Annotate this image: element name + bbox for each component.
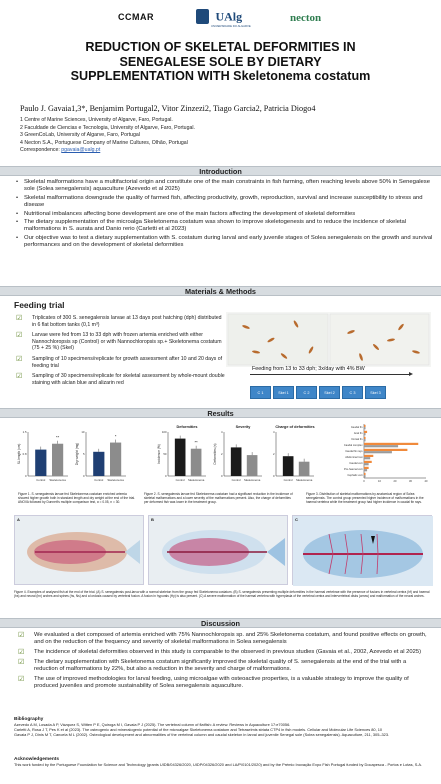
chart-tick-label: 0 — [363, 480, 365, 483]
methods-item — [16, 332, 226, 352]
chart-bar — [364, 467, 369, 469]
chart-category-label: Caudal fin — [350, 426, 363, 429]
chart-category-label: Skeletonema — [295, 478, 313, 482]
chart-category-label: Caudal vert — [349, 462, 363, 465]
tank: Skel 2 — [319, 386, 340, 399]
title-line-3 — [10, 69, 431, 84]
author-list: Paulo J. Gavaia1,3*, Benjamim Portugal2, Vitor Zinzezi2, Tiago Garcia2, Patricia Diogo4 — [20, 104, 316, 113]
chart-bar — [364, 449, 407, 451]
chart-tick-label: 0 — [220, 474, 223, 478]
discussion-point — [18, 649, 428, 656]
intro-point: • Nutritional imbalances affecting bone development are one of the main factors affecting the development of skeletal deformities — [16, 211, 434, 218]
methods-item — [16, 315, 226, 328]
check-icon: ☑ — [18, 648, 25, 656]
tank: C 2 — [296, 386, 317, 399]
affiliation-4: 4 Necton S.A., Portuguese Company of Marine Cultures, Olhão, Portugal — [20, 139, 188, 146]
methods-item — [16, 356, 226, 369]
panel-label: B — [151, 517, 154, 522]
check-icon: ☑ — [18, 632, 25, 639]
tank: Skel 3 — [365, 386, 386, 399]
chart-category-label: Skeletonema — [243, 478, 261, 482]
chart-bar — [364, 461, 372, 463]
chart-category-label: Control — [283, 478, 293, 482]
chart-ylabel: SL length (cm) — [17, 443, 21, 465]
section-header-results: Results — [0, 408, 441, 418]
check-icon: ☑ — [16, 355, 23, 363]
discussion-text: The dietary supplementation with Skeletonema costatum significantly improved the skeletal quality of S. senegalensis at the end of the trial with a reduction of malformations by 22%, but also a reduction in the severity and charge of malformations. — [34, 658, 407, 672]
intro-point: • Skeletal malformations have a multifactorial origin and constitute one of the main constraints in fish farming, often reaching levels above 50% in Senegalese sole (Solea senegalensis) aquaculture (Azevedo et al 2025) — [16, 179, 434, 194]
check-icon: ☑ — [18, 675, 25, 683]
chart-bar — [52, 444, 63, 476]
chart-bar — [364, 451, 392, 453]
chart-bar — [364, 437, 366, 439]
title-line-1: REDUCTION OF SKELETAL DEFORMITIES IN — [85, 40, 356, 54]
ualg-mark-icon — [196, 9, 209, 24]
chart-bar — [231, 447, 242, 476]
chart-category-label: Skeletonema — [107, 478, 124, 482]
discussion-text: The incidence of skeletal deformities observed in this study is comparable to the observed in previous studies (Gavaia et al., 2002, Azevedo et al 2025) — [34, 648, 421, 655]
chart-bar — [364, 439, 366, 441]
fish-skeleton-image — [15, 516, 145, 586]
fish-panel-a — [14, 515, 144, 585]
chart-bar — [93, 452, 104, 476]
methods-text: Sampling of 30 specimens/replicate for skeletal assessment by whole-mount double staining with alcian blue and alizarin red — [32, 373, 225, 386]
chart-tick-label: 100 — [161, 430, 167, 434]
acknowledgements-heading: Acknowledgements — [14, 757, 60, 762]
figure-2-caption: Figure 2. S. senegalensis larvae fed Skeletonema costatum had a significant reduction in the incidence of skeletal malformations and a lower severity of the malformations present. Also, the charge of deformities per deformed fish was lower in the treatment group. — [144, 492, 293, 505]
chart-bar — [299, 462, 310, 476]
chart-bar — [364, 433, 366, 435]
chart-bar — [110, 443, 121, 476]
acknowledgements-text: This work funded by the Portuguese Foundation for Science and Technology (grants UIDB/04326/2020, UIDP/04326/2020 and LA/P/0101/2020) and by the Prémio Inovação Expo Fish Portugal funded by Docapesca - Portos e Lotas, S.A. — [14, 761, 423, 767]
chart-bar — [364, 473, 366, 475]
chart-tick-label: 5 — [82, 452, 85, 456]
chart-bar — [35, 450, 46, 476]
chart-bar — [283, 456, 294, 476]
chart-tick-label: 30 — [409, 480, 412, 483]
chart-ylabel: Dry weight (mg) — [75, 442, 79, 466]
ualg-logo — [196, 8, 251, 28]
discussion-point — [18, 659, 428, 673]
chart-bar — [364, 457, 370, 459]
affiliation-3: 3 GreenCoLab, University of Algarve, Faro, Portugal — [20, 132, 140, 139]
chart-tick-label: 1.5 — [22, 430, 27, 434]
fish-skeleton-image — [149, 516, 289, 586]
chart-category-label: Anal fin — [353, 432, 363, 435]
check-icon: ☑ — [16, 332, 23, 340]
timeline-label: Feeding from 13 to 33 dph; 3x/day with 4% BW — [252, 366, 365, 372]
chart-tick-label: 0 — [24, 474, 27, 478]
bibliography-heading: Bibliography — [14, 717, 44, 722]
title-line-2: SENEGALESE SOLE BY DIETARY — [119, 54, 322, 69]
ualg-subtitle: UNIVERSIDADE DO ALGARVE — [211, 24, 251, 28]
discussion-list — [18, 632, 428, 692]
panel-label: A — [17, 517, 20, 522]
discussion-point — [18, 676, 428, 690]
affiliations — [20, 117, 195, 155]
chart-category-label: Skeletonema — [49, 478, 66, 482]
bibliography — [14, 717, 432, 738]
chart-category-label: Control — [94, 478, 104, 482]
chart-ylabel: Incidence (%) — [157, 444, 161, 464]
feeding-trial-heading: Feeding trial — [14, 300, 65, 310]
affiliation-1: 1 Centre of Marine Sciences, University of Algarve, Faro, Portugal. — [20, 117, 173, 123]
feeding-timeline — [222, 366, 437, 406]
title-line-3b: Skeletonema costatum — [233, 69, 371, 83]
check-icon: ☑ — [16, 373, 23, 381]
check-icon: ☑ — [16, 315, 23, 322]
correspondence — [20, 147, 195, 155]
chart-tick-label: 0.8 — [22, 452, 27, 456]
panel-label: C — [295, 517, 298, 522]
figure-3-caption: Figure 3. Distribution of skeletal malformations by anatomical region of Solea senegalensis. The control group presented higher incidence of malformations in the haemal vertebra while the treatment group had higher incidence in caudal fin rays. — [306, 492, 424, 505]
chart-bar — [364, 469, 367, 471]
ccmar-logo: CCMAR — [118, 12, 154, 22]
fish-panel-c — [292, 515, 432, 585]
intro-point: • The dietary supplementation of the microalga Skeletonema costatum was shown to improve skeletogenesis and to reduce the incidence of skeletal malformations in S. aurata and Danio rerio (Carletti et al 2023) — [16, 219, 434, 234]
discussion-text: The use of improved methodologies for larval feeding, using microalgae with osteoactive properties, is a valuable strategy to improve the quality of produced juveniles and promote sustainability of Solea senegalensis aquaculture. — [34, 675, 409, 689]
chart-ylabel: Deformities (n) — [213, 443, 217, 465]
chart-tick-label: 40 — [424, 480, 428, 483]
chart-bar — [364, 475, 366, 477]
introduction-list — [16, 179, 434, 251]
tank: C 3 — [342, 386, 363, 399]
chart-tick-label: 0 — [272, 474, 275, 478]
chart-category-label: Caudal fin rays — [345, 450, 363, 453]
chart-title: Severity — [235, 425, 251, 429]
chart-significance: ** — [56, 434, 60, 440]
chart-bar — [364, 427, 366, 429]
chart-tick-label: 4 — [220, 430, 223, 434]
chart-bar — [364, 463, 369, 465]
chart-tick-label: 10 — [378, 480, 381, 483]
chart-bar — [364, 445, 398, 447]
ualg-text: UAlg — [215, 9, 243, 24]
chart-tick-label: 10 — [81, 430, 85, 434]
reference: Azevedo A M, Losada A P, Vázquez S, Witten P E, Quiroga M I, Gavaia P J (2025). The vertebral column of flatfish: A review. Reviews in Aquaculture 17:e70056. — [14, 721, 291, 727]
timeline-arrow-icon — [250, 374, 410, 375]
chart-category-label: Skeletonema — [187, 478, 205, 482]
tank: C 1 — [250, 386, 271, 399]
figure-1-caption: Figure 1. S. senegalensis larvae fed Skeletonema costatum enriched artemia showed higher growth both in standard length and dry weight at the end of the trial. ANOVA followed by Dunnett's multiple comparison test, α = 0.05, n = 30. — [18, 492, 135, 505]
logo-bar — [0, 6, 441, 32]
correspondence-label: Correspondence: — [20, 147, 62, 154]
section-header-introduction: Introduction — [0, 166, 441, 176]
intro-point: • Skeletal malformations downgrade the quality of farmed fish, affecting productivity, growth, reproduction, survival and increase susceptibility to stress and disease — [16, 195, 434, 210]
chart-bar — [364, 443, 418, 445]
figure-4-caption: Figure 4. Examples of analysed fish at the end of the trial. (A) S. senegalensis post-larva with a normal skeleton from the group fed Skeletonema costatum. (B) S. senegalensis presenting multiple deformities in the haemal vertebrae with the presence of fusions in vertebral centra (hf) and haemal (hs) and neural (hn) arches and spines (hs, Ns) and a lordosis caused by vertebral fusion. A fusion in hypurals (Hy) is also present. (C) A severe malformation of the haemal vertebra with hyperplasia of the vertebral centra and intervertebral disks (arrow) and malformation of the neural arches. — [14, 590, 430, 599]
title-line-3a: SUPPLEMENTATION WITH — [70, 69, 234, 83]
methods-text: Triplicates of 300 S. senegalensis larvae at 13 days post hatching (dph) distributed in 6 flat bottom tanks (0,1 m³) — [32, 315, 222, 328]
chart-tick-label: 2 — [220, 452, 223, 456]
chart-category-label: Pre-haemal vert — [344, 468, 363, 471]
chart-title: Charge of deformities — [275, 425, 315, 429]
chart-bar — [364, 425, 366, 427]
larvae-photo — [226, 312, 431, 367]
chart-category-label: Control — [175, 478, 185, 482]
poster-title — [10, 40, 431, 84]
affiliation-2: 2 Faculdade de Ciencias e Tecnologia, University of Algarve, Faro, Portugal. — [20, 124, 195, 131]
reference: Gavaia P J, Dinis M T, Cancela M L (2002). Osteological development and abnormalities of the vertebral column and caudal skeleton in larval and juvenile Senegal sole (Solea senegalensis). Aquaculture, 211, 305–323. — [14, 731, 390, 737]
chart-bar — [175, 439, 186, 476]
chart-tick-label: 2 — [272, 452, 275, 456]
fish-skeleton-image — [293, 516, 433, 586]
chart-bar — [191, 449, 202, 476]
methods-list — [16, 315, 226, 390]
necton-logo: necton — [290, 12, 322, 24]
chart-bar — [364, 455, 373, 457]
discussion-text: We evaluated a diet composed of artemia enriched with 75% Nannochloropsis sp. and 25% Skeletonema costatum, and found positive effects on growth, and on the reduction of the frequency and severity of skeletal malformations in Solea senegalensis — [34, 632, 427, 646]
tank: Skel 1 — [273, 386, 294, 399]
chart-tick-label: 50 — [163, 452, 167, 456]
check-icon: ☑ — [18, 658, 25, 666]
chart-category-label: Caudal complex — [343, 444, 363, 447]
fish-skeleton-panels — [14, 515, 432, 585]
results-charts — [14, 420, 432, 490]
correspondence-email-link[interactable]: pgavaia@ualg.pt — [61, 147, 101, 154]
methods-item — [16, 373, 226, 386]
acknowledgements — [14, 757, 432, 768]
intro-point: • Our objective was to test a dietary supplementation with S. costatum during larval and early juvenile stages of Solea senegalensis on the growth and survival performances and on the development of skeletal deformities — [16, 235, 434, 250]
chart-title: Deformities — [176, 425, 198, 429]
chart-significance: ** — [194, 439, 198, 445]
chart-category-label: Dorsal fin — [351, 438, 363, 441]
fish-panel-b — [148, 515, 288, 585]
chart-bar — [364, 431, 367, 433]
section-header-methods: Materials & Methods — [0, 286, 441, 296]
larvae-photo-graphic — [226, 312, 431, 367]
reference: Carletti A, Rosa J T, Pes K et al (2023). The osteogenic and mineralogenic potential of the microalgae Skeletonema costatum and Tetraselmis striata CTP4 in fish models. Cellular and Molecular Life Sciences 80, 10 — [14, 726, 383, 732]
chart-significance: * — [114, 433, 117, 439]
chart-tick-label: 0 — [82, 474, 85, 478]
chart-category-label: Cephalic vert — [347, 474, 363, 477]
chart-tick-label: 20 — [393, 480, 397, 483]
chart-bar — [247, 455, 258, 476]
chart-category-label: Control — [36, 478, 46, 482]
discussion-point — [18, 632, 428, 646]
chart-tick-label: 0 — [164, 474, 167, 478]
tank-row — [250, 386, 386, 399]
chart-category-label: Abdominal rost — [345, 456, 363, 459]
methods-text: Larvae were fed from 13 to 33 dph with frozen artemia enriched with either Nannochloropsis sp (Control) or with Nannochloropsis sp.+ Skeletonema costatum (75 + 25 %) (Skel) — [32, 332, 222, 352]
chart-category-label: Control — [231, 478, 241, 482]
chart-tick-label: 4 — [272, 430, 275, 434]
methods-text: Sampling of 10 specimens/replicate for growth assessment after 10 and 20 days of feeding trial — [32, 355, 223, 369]
section-header-discussion: Discussion — [0, 618, 441, 628]
